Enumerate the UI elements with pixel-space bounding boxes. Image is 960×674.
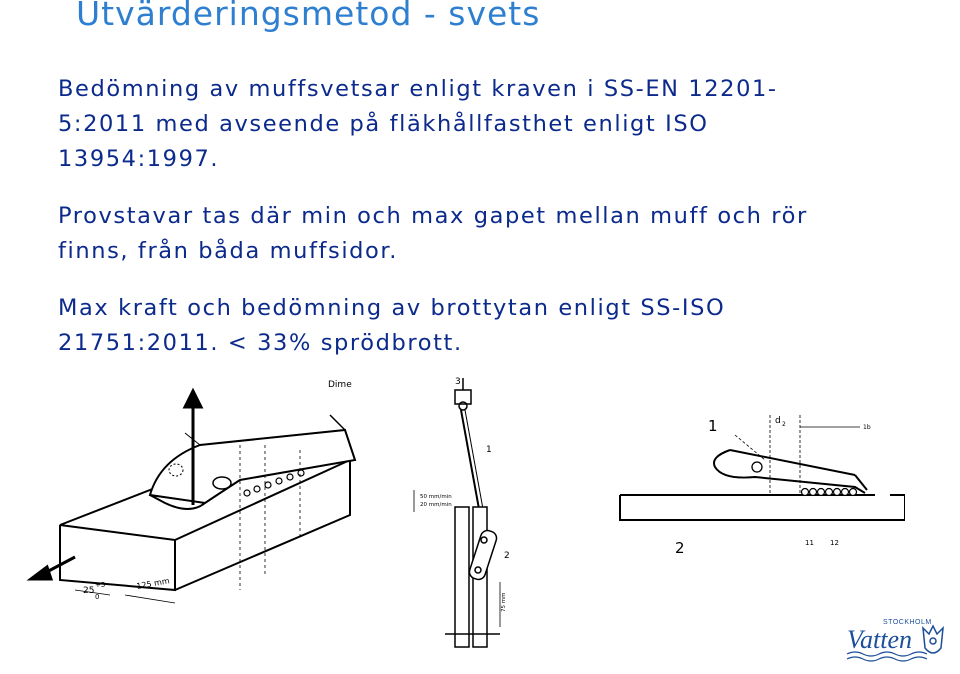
text-line: finns, från båda muffsidor. bbox=[58, 238, 398, 264]
text-line: Provstavar tas där min och max gapet mellan muff och rör bbox=[58, 203, 808, 229]
callout-1: 1 bbox=[486, 445, 492, 455]
speed-label-1: 50 mm/min bbox=[420, 494, 452, 500]
dim-width: 25 bbox=[83, 586, 95, 596]
dim-d: d bbox=[775, 416, 781, 426]
dim-length: 125 mm bbox=[135, 576, 171, 591]
paragraph-specimens bbox=[58, 199, 808, 269]
callout-3: 3 bbox=[455, 377, 461, 387]
crown-icon bbox=[923, 626, 943, 653]
slide-title: Utvärderingsmetod - svets bbox=[76, 0, 541, 33]
callout-12: 12 bbox=[830, 539, 839, 547]
dim-right: 1b bbox=[863, 424, 871, 431]
logo-brand: Vatten bbox=[847, 625, 912, 654]
text-line: 21751:2011. < 33% sprödbrott. bbox=[58, 330, 463, 356]
logo-city: STOCKHOLM bbox=[883, 619, 932, 626]
callout-11: 11 bbox=[805, 539, 814, 547]
text-line: 5:2011 med avseende på fläkhållfasthet enligt ISO bbox=[58, 111, 709, 137]
muff-hole bbox=[213, 477, 231, 489]
joint-section-drawing bbox=[615, 405, 905, 580]
test-rig-drawing bbox=[400, 372, 525, 652]
text-line: Max kraft och bedömning av brottytan enligt SS-ISO bbox=[58, 295, 726, 321]
specimen-label: Dime bbox=[328, 380, 352, 390]
callout-1: 1 bbox=[708, 417, 718, 435]
speed-label-2: 20 mm/min bbox=[420, 502, 452, 508]
dim-width-upper: +5 bbox=[95, 581, 106, 589]
dim-width-lower: 0 bbox=[95, 593, 100, 601]
stockholm-vatten-logo bbox=[845, 614, 945, 662]
text-line: Bedömning av muffsvetsar enligt kraven i SS-EN 12201- bbox=[58, 76, 778, 102]
paragraph-assessment bbox=[58, 72, 778, 177]
specimen-drawing bbox=[25, 375, 380, 665]
callout-2: 2 bbox=[504, 551, 510, 561]
callout-2: 2 bbox=[675, 539, 685, 557]
hinge-hole bbox=[752, 462, 762, 472]
paragraph-max-force bbox=[58, 291, 725, 361]
force-arrow-down bbox=[31, 557, 75, 579]
text-line: 13954:1997. bbox=[58, 146, 220, 172]
weld-bead-row bbox=[802, 489, 857, 496]
dim-75: 75 mm bbox=[501, 592, 507, 612]
dim-d-sub: 2 bbox=[782, 421, 786, 428]
